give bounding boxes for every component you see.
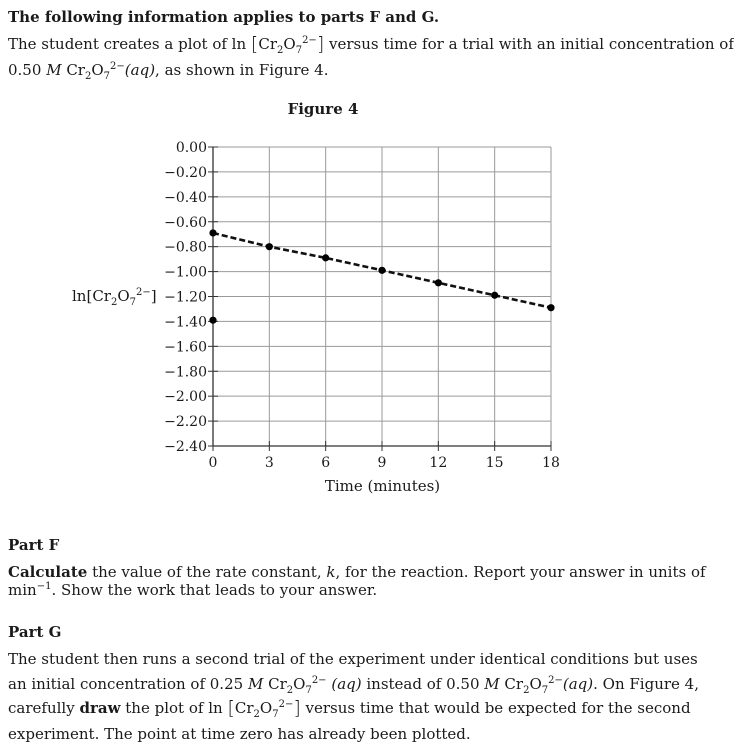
section-header: The following information applies to parts F and G. xyxy=(8,8,440,26)
y-tick-label: −0.60 xyxy=(164,214,207,231)
part-g-line-3: carefully draw the plot of $\ln [Cr_2O_7^{2-}]$ versus time that would be expected for the second xyxy=(8,697,691,720)
data-point xyxy=(547,304,554,311)
intro-line-1: The student creates a plot of $\ln [Cr_2O_7^{2-}]$ versus time for a trial with an initial concentration of xyxy=(8,33,734,56)
data-point xyxy=(209,317,216,324)
y-tick-label: −2.40 xyxy=(164,439,207,455)
x-tick-label: 0 xyxy=(208,455,218,471)
part-f-heading: Part F xyxy=(8,536,60,554)
y-tick-label: −0.80 xyxy=(164,239,207,256)
part-f-line-2: $\min^{-1}$. Show the work that leads to your answer. xyxy=(8,581,378,599)
y-tick-label: −1.20 xyxy=(164,289,207,306)
intro-line-2: 0.50 M $Cr_2O_7^{2-}(aq)$, as shown in Figure 4. xyxy=(8,61,329,82)
y-tick-label: −1.60 xyxy=(164,339,207,356)
x-tick-label: 9 xyxy=(377,455,387,471)
part-f-line-1: Calculate the value of the rate constant, k, for the reaction. Report your answer in units of xyxy=(8,563,706,581)
data-point xyxy=(378,267,385,274)
dichromate-formula: $Cr_2O_7^{2-}$ xyxy=(66,61,125,82)
figure-title: Figure 4 xyxy=(287,100,359,118)
data-point xyxy=(266,243,273,250)
part-g-heading: Part G xyxy=(8,623,62,641)
y-tick-label: −2.20 xyxy=(164,414,207,431)
y-tick-label: −1.80 xyxy=(164,364,207,381)
dichromate-formula: $Cr_2O_7^{2-}$ xyxy=(258,35,317,56)
y-tick-label: −0.20 xyxy=(164,164,207,181)
y-tick-label: 0.00 xyxy=(175,140,207,156)
x-tick-label: 15 xyxy=(485,455,504,471)
part-g-line-4: experiment. The point at time zero has already been plotted. xyxy=(8,725,471,743)
x-tick-label: 12 xyxy=(429,455,448,471)
part-g-line-1: The student then runs a second trial of the experiment under identical conditions but uses xyxy=(8,650,698,668)
data-point xyxy=(322,254,329,261)
y-tick-label: −1.40 xyxy=(164,314,207,331)
part-g-line-2: an initial concentration of 0.25 M $Cr_2O_7^{2-}$ (aq) instead of 0.50 M $Cr_2O_7^{2-}(aq)$. On Figure 4, xyxy=(8,675,699,696)
x-tick-label: 3 xyxy=(264,455,274,471)
data-point xyxy=(435,279,442,286)
data-point xyxy=(491,292,498,299)
y-tick-label: −1.00 xyxy=(164,264,207,281)
data-point xyxy=(209,229,216,236)
x-tick-label: 6 xyxy=(321,455,331,471)
y-axis-label: $\ln[Cr_2O_7^{2-}]$ xyxy=(72,287,157,308)
y-tick-label: −2.00 xyxy=(164,389,207,406)
x-tick-label: 18 xyxy=(542,455,560,471)
x-axis-label: Time (minutes) xyxy=(324,477,441,495)
y-tick-label: −0.40 xyxy=(164,189,207,206)
